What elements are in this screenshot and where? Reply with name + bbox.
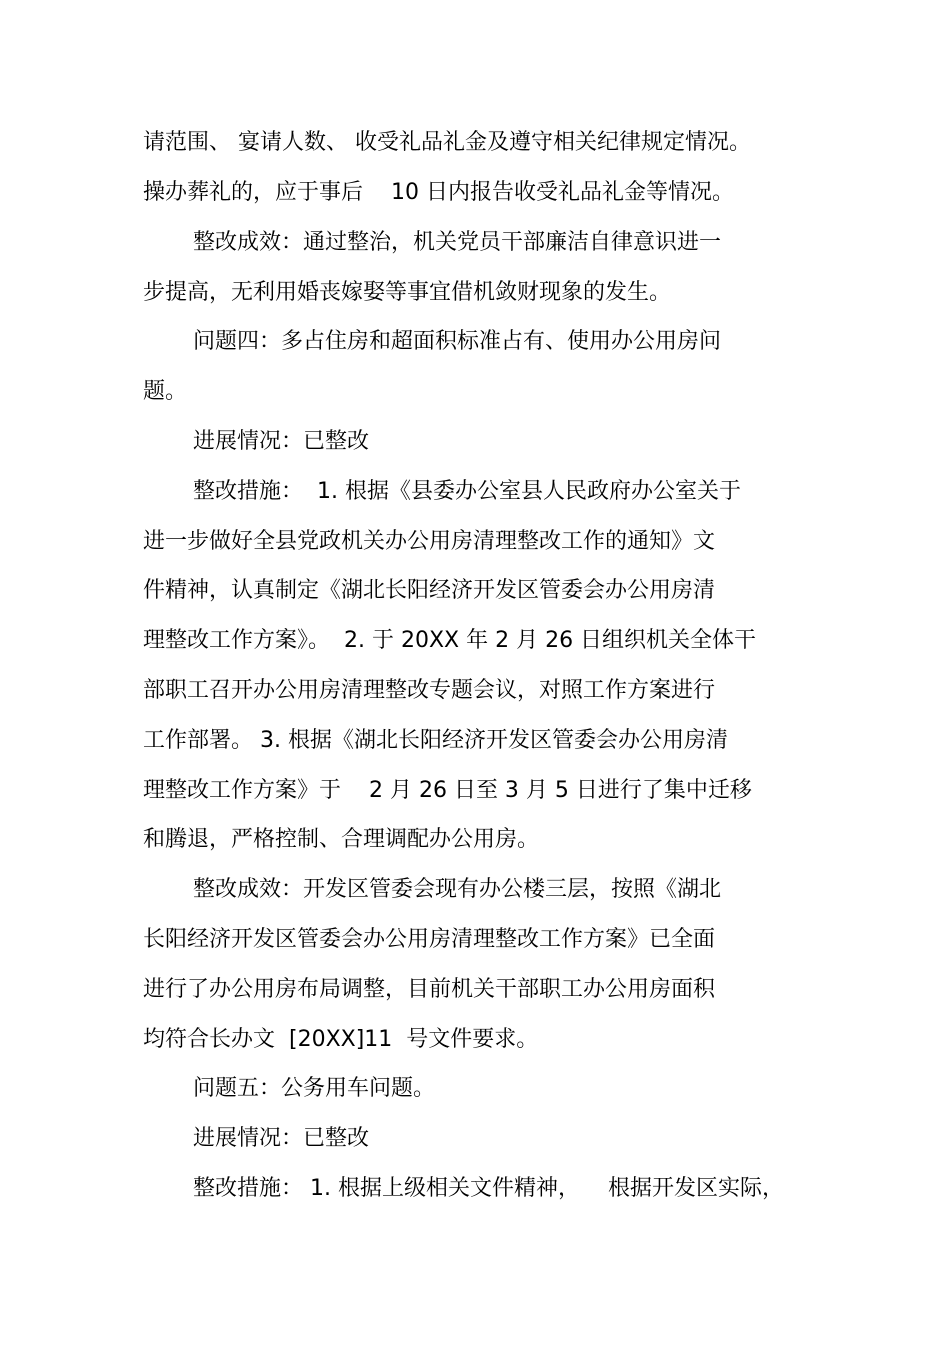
paragraph-line: 操办葬礼的，应于事后 10 日内报告收受礼品礼金等情况。 [143,180,734,205]
paragraph-line: 理整改工作方案》于 2 月 26 日至 3 月 5 日进行了集中迁移 [143,778,752,803]
paragraph-line: 问题五：公务用车问题。 [193,1076,436,1101]
paragraph-line: 进行了办公用房布局调整，目前机关干部职工办公用房面积 [143,977,716,1002]
paragraph-line: 部职工召开办公用房清理整改专题会议，对照工作方案进行 [143,678,716,703]
paragraph-line: 请范围、 宴请人数、 收受礼品礼金及遵守相关纪律规定情况。 [143,130,751,155]
paragraph-line: 理整改工作方案》。 2. 于 20XX 年 2 月 26 日组织机关全体干 [143,628,757,653]
paragraph-line: 进展情况：已整改 [193,1126,370,1151]
paragraph-line: 长阳经济开发区管委会办公用房清理整改工作方案》已全面 [143,927,716,952]
paragraph-line: 和腾退，严格控制、合理调配办公用房。 [143,827,540,852]
paragraph-line: 整改成效：开发区管委会现有办公楼三层，按照《湖北 [193,877,722,902]
paragraph-line: 步提高，无利用婚丧嫁娶等事宜借机敛财现象的发生。 [143,280,672,305]
paragraph-line: 问题四：多占住房和超面积标准占有、使用办公用房问 [193,329,722,354]
paragraph-line: 整改措施： 1. 根据上级相关文件精神， 根据开发区实际， [193,1176,784,1201]
paragraph-line: 进一步做好全县党政机关办公用房清理整改工作的通知》文 [143,529,716,554]
paragraph-line: 进展情况：已整改 [193,429,370,454]
paragraph-line: 题。 [143,379,188,404]
paragraph-line: 整改成效：通过整治，机关党员干部廉洁自律意识进一 [193,230,722,255]
paragraph-line: 工作部署。 3. 根据《湖北长阳经济开发区管委会办公用房清 [143,728,728,753]
paragraph-line: 均符合长办文 [20XX]11 号文件要求。 [143,1027,539,1052]
paragraph-line: 件精神，认真制定《湖北长阳经济开发区管委会办公用房清 [143,578,716,603]
paragraph-line: 整改措施： 1. 根据《县委办公室县人民政府办公室关于 [193,479,741,504]
